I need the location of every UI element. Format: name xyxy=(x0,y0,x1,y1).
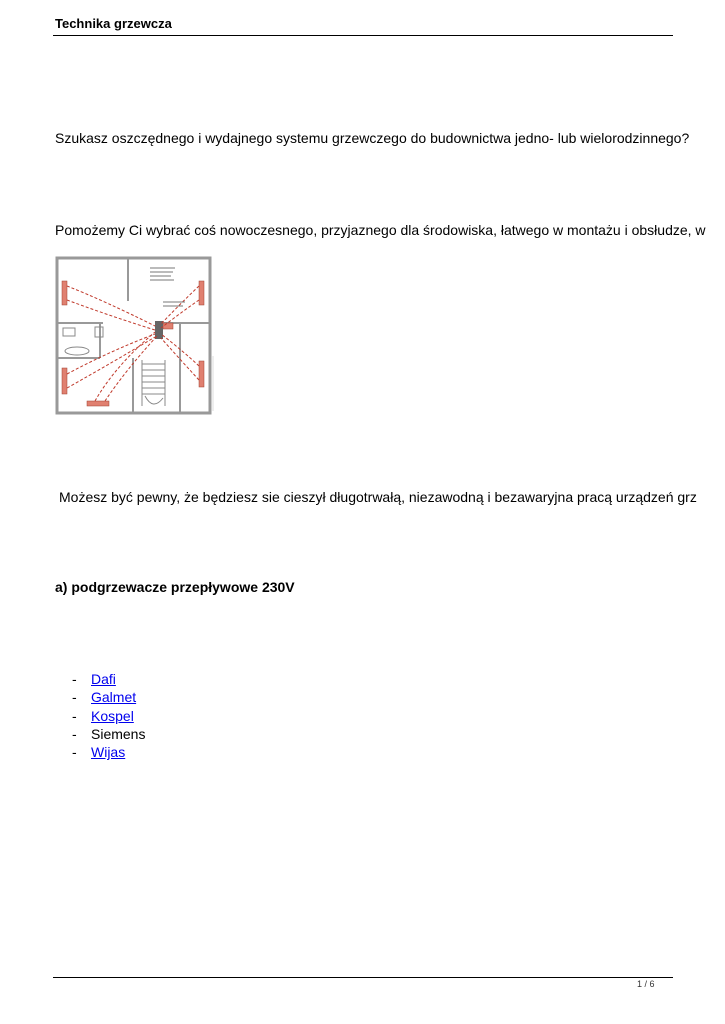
list-item xyxy=(72,670,145,688)
list-bullet: - xyxy=(72,725,77,742)
reliability-statement: Możesz być pewny, że będziesz sie cieszył długotrwałą, niezawodną i bezawaryjna pracą urządzeń grz xyxy=(59,489,697,505)
list-bullet: - xyxy=(72,707,77,724)
list-bullet: - xyxy=(72,671,77,687)
heating-floor-plan-image xyxy=(55,256,215,417)
list-item xyxy=(72,743,145,761)
footer-divider xyxy=(53,977,673,978)
brand-link-kospel[interactable]: Kospel xyxy=(91,707,134,724)
list-item xyxy=(72,725,145,743)
brand-link-wijas[interactable]: Wijas xyxy=(91,744,126,761)
list-bullet: - xyxy=(72,689,77,706)
page-number: 1 / 6 xyxy=(637,979,655,989)
section-heading-water-heaters: a) podgrzewacze przepływowe 230V xyxy=(55,579,295,595)
intro-question: Szukasz oszczędnego i wydajnego systemu grzewczego do budownictwa jedno- lub wielorodzinnego? xyxy=(55,130,690,146)
list-bullet: - xyxy=(72,744,77,761)
list-item xyxy=(72,688,145,706)
intro-offer: Pomożemy Ci wybrać coś nowoczesnego, przyjaznego dla środowiska, łatwego w montażu i obsłudze, w xyxy=(55,222,706,238)
header-divider xyxy=(53,35,673,36)
list-item xyxy=(72,707,145,725)
page-title: Technika grzewcza xyxy=(55,16,172,31)
brand-link-dafi[interactable]: Dafi xyxy=(91,671,116,687)
brand-text-siemens: Siemens xyxy=(91,725,146,742)
brand-list xyxy=(72,670,145,761)
brand-link-galmet[interactable]: Galmet xyxy=(91,689,137,706)
